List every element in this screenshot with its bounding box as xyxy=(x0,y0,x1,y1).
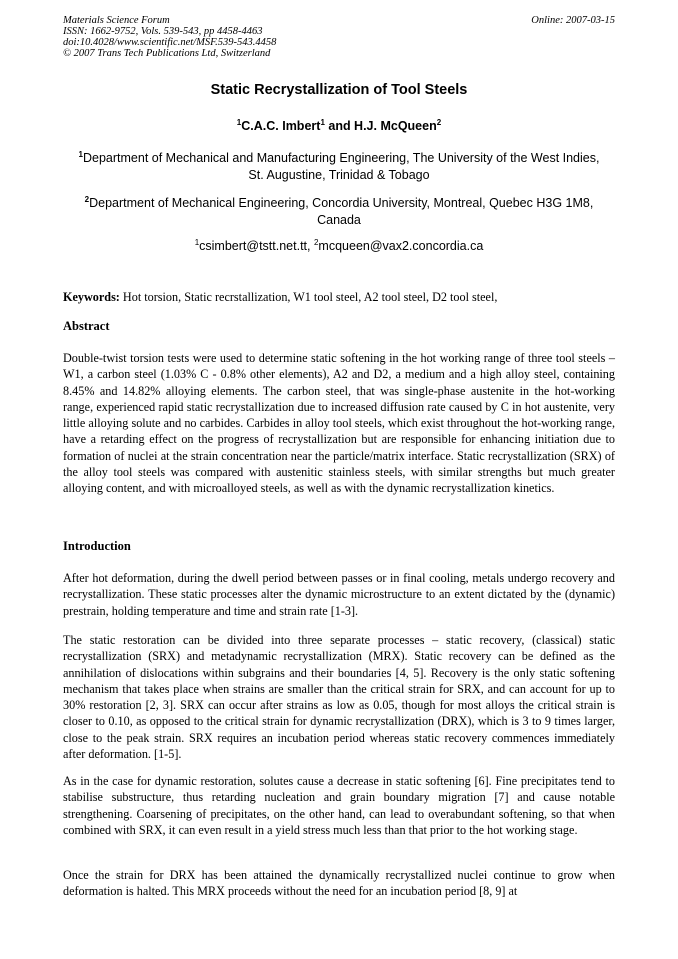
author1-name: C.A.C. Imbert xyxy=(241,119,321,134)
intro-paragraph-4: Once the strain for DRX has been attained the dynamically recrystallized nuclei continue to grow when deformation is halted. This MRX proceeds without the need for an incubation period [8, 9] at xyxy=(63,868,615,899)
intro-paragraph-3: As in the case for dynamic restoration, solutes cause a decrease in static softening [6]. Fine precipitates tend to stabilise substructure, thus retarding nucleation and grain boundary migration [7] and cause notable strengthening. Coarsening of precipitates, on the other hand, can lead to overabundant softening, so that when combined with SRX, it can even result in a yield stress much less than that prior to the hot working stage. xyxy=(63,774,615,837)
affiliation-1-sup: 1 xyxy=(78,150,83,159)
journal-name: Materials Science Forum xyxy=(63,15,170,26)
author-line xyxy=(0,118,678,133)
email2-link[interactable]: mcqueen@vax2.concordia.ca xyxy=(318,239,484,254)
intro-paragraph-1: After hot deformation, during the dwell period between passes or in final cooling, metals undergo recovery and recrystallization. These static processes alter the dynamic microstructure to an extent dictated by the (dynamic) prestrain, holding temperature and time and strain rate [1-3]. xyxy=(63,571,615,618)
author2-affil-sup: 2 xyxy=(436,118,442,127)
running-header xyxy=(63,15,615,59)
keywords-text: Hot torsion, Static recrstallization, W1 tool steel, A2 tool steel, D2 tool steel, xyxy=(119,290,498,304)
author1-email-sup: 1 xyxy=(320,118,325,127)
author1-affil-sup: 1 xyxy=(236,118,242,127)
keywords-line xyxy=(63,289,615,305)
keywords-label: Keywords: xyxy=(63,290,120,304)
abstract-heading: Abstract xyxy=(63,319,110,333)
issn-line: ISSN: 1662-9752, Vols. 539-543, pp 4458-4463 xyxy=(63,26,263,37)
copyright-line: © 2007 Trans Tech Publications Ltd, Switzerland xyxy=(63,48,271,59)
email1-link[interactable]: csimbert@tstt.net.tt, xyxy=(199,239,314,254)
abstract-text: Double-twist torsion tests were used to determine static softening in the hot working range of three tool steels – W1, a carbon steel (1.03% C - 0.8% other elements), A2 and D2, a medium and a high alloy steel, containing 8.45% and 14.82% alloying elements. The carbon steel, that was single-phase austenite in the hot-working range, experienced rapid static recrystallization due to increased diffusion rate caused by C in hot austenite, very little alloying solute and no carbides. Carbides in alloy tool steels, which exist throughout the hot-working range, have a retarding effect on the progress of recrystallization but are responsible for enhancing initiation due to formation of nuclei at the strain concentration near the particle/matrix interface. Static recrystallization (SRX) of the alloy tool steels was compared with austenitic stainless steels, with similar strengths but much greater alloying content, and with microalloyed steels, as well as with the dynamic recrystallization kinetics. xyxy=(63,351,615,496)
author2-name: and H.J. McQueen xyxy=(324,119,437,134)
email1-sup: 1 xyxy=(194,238,200,247)
affiliation-1-text: Department of Mechanical and Manufacturing Engineering, The University of the West Indies, St. Augustine, Trinidad & Tobago xyxy=(82,151,600,183)
affiliation-2-text: Department of Mechanical Engineering, Concordia University, Montreal, Quebec H3G 1M8, Canada xyxy=(89,196,594,228)
introduction-heading: Introduction xyxy=(63,539,131,553)
affiliation-2 xyxy=(70,191,608,229)
paper-title: Static Recrystallization of Tool Steels xyxy=(210,82,468,98)
online-date: Online: 2007-03-15 xyxy=(531,15,615,26)
affiliation-2-sup: 2 xyxy=(84,195,90,204)
affiliation-1 xyxy=(70,146,608,184)
email-line xyxy=(0,238,678,253)
email2-sup: 2 xyxy=(313,238,319,247)
doi-line: doi:10.4028/www.scientific.net/MSF.539-543.4458 xyxy=(63,37,277,48)
intro-paragraph-2: The static restoration can be divided into three separate processes – static recovery, (classical) static recrystallization (SRX) and metadynamic recrystallization (MRX). Static recovery can be defined as the annihilation of dislocations within subgrains and their boundaries [4, 5]. Recovery is the only static softening mechanism that takes place when strains are smaller than the critical strain for SRX, and can account for up to 30% restoration [2, 3]. SRX can occur after strains as low as 0.05, though for most alloys the critical strain is closer to 0.10, as opposed to the critical strain for dynamic recrystallization (DRX), which is 3 to 9 times larger, close to the peak strain. SRX requires an incubation period whereas static recovery commences immediately after deformation. [1-5]. xyxy=(63,633,615,762)
